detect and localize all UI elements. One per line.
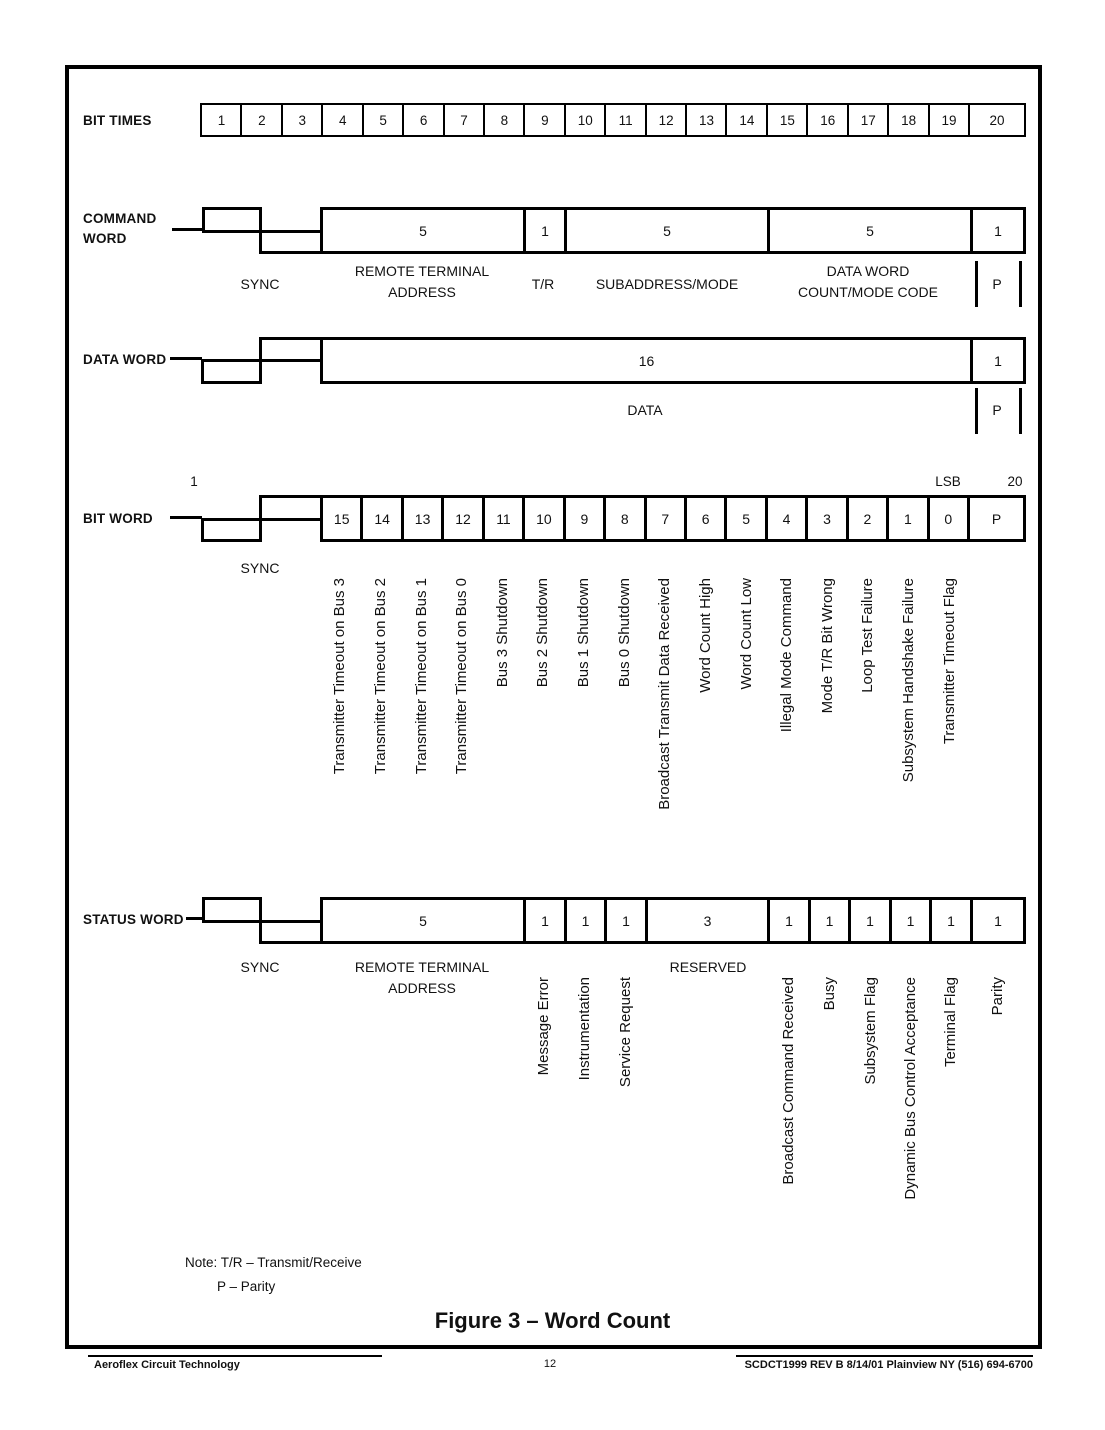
status-field-cell: 1 <box>604 897 648 944</box>
status-bit-label-subsystem-flag: Subsystem Flag <box>862 977 879 1085</box>
bit-word-bit-label-slot <box>808 578 849 810</box>
status-field-cell: 1 <box>767 897 811 944</box>
bit-word-bit-label-slot <box>726 578 767 810</box>
command-rta-line2: ADDRESS <box>388 284 456 300</box>
bit-word-bit-label: Transmitter Timeout on Bus 0 <box>453 578 471 775</box>
status-reserved-caption: RESERVED <box>669 959 747 975</box>
bit-word-cell: 7 <box>644 495 687 542</box>
command-field-cell: 5 <box>767 207 973 254</box>
status-word-label: STATUS WORD <box>83 912 184 927</box>
data-parity-cell: 1 <box>970 337 1026 384</box>
bit-word-bit-label-slot <box>686 578 727 810</box>
bit-word-bit-label-slot <box>361 578 402 810</box>
bit-word-bit-label-slot <box>523 578 564 810</box>
bit-word-bit-label: Transmitter Timeout on Bus 2 <box>371 578 389 775</box>
data-word-row <box>320 337 1026 384</box>
bit-times-cell: 14 <box>725 103 768 137</box>
bit-word-bit-label: Transmitter Timeout Flag <box>940 578 958 745</box>
command-word-row <box>320 207 1026 254</box>
bit-times-label: BIT TIMES <box>83 113 152 128</box>
bit-word-sync-high-segment <box>259 495 323 521</box>
bit-word-bit-label: Broadcast Transmit Data Received <box>656 578 674 810</box>
bit-word-sync-low-segment <box>201 518 262 542</box>
bit-times-cell: 1 <box>200 103 243 137</box>
bit-times-cell: 12 <box>645 103 688 137</box>
bit-word-cell: 13 <box>401 495 444 542</box>
command-field-cell: 5 <box>320 207 526 254</box>
bit-times-cell: 18 <box>887 103 930 137</box>
command-subaddress-caption: SUBADDRESS/MODE <box>595 276 739 292</box>
data-sync-low-segment <box>201 359 262 384</box>
status-field-cell: 3 <box>645 897 770 944</box>
bit-times-cell: 5 <box>362 103 405 137</box>
status-bit-label-dynamic-bus-control-acceptance: Dynamic Bus Control Acceptance <box>902 977 919 1200</box>
status-field-cell: 5 <box>320 897 526 944</box>
command-sync-high-segment <box>202 207 262 233</box>
bit-word-lsb-marker: LSB <box>935 474 961 489</box>
status-field-cell: 1 <box>929 897 973 944</box>
command-sync-low-segment <box>259 230 323 254</box>
command-dwc-line1: DATA WORD <box>826 263 910 279</box>
bit-word-bit-label-slot <box>401 578 442 810</box>
bit-word-bit-label: Transmitter Timeout on Bus 1 <box>412 578 430 775</box>
bit-word-bit-label: Transmitter Timeout on Bus 3 <box>331 578 349 775</box>
command-sync-caption: SYNC <box>240 276 280 292</box>
bit-word-cell: 11 <box>482 495 525 542</box>
bit-times-cell: 6 <box>402 103 445 137</box>
command-parity-tick-right <box>1019 261 1022 307</box>
bit-times-cell: 3 <box>281 103 324 137</box>
status-field-cell: 1 <box>808 897 851 944</box>
bit-times-cell: 20 <box>968 103 1026 137</box>
bit-word-cell: 15 <box>320 495 363 542</box>
note-line2: P – Parity <box>217 1279 276 1294</box>
status-rta-line2: ADDRESS <box>388 980 456 996</box>
bit-times-row <box>200 103 1026 137</box>
command-dwc-line2: COUNT/MODE CODE <box>798 284 938 300</box>
bit-word-cell: 2 <box>846 495 889 542</box>
bit-times-cell: 17 <box>847 103 890 137</box>
command-field-cell: 1 <box>970 207 1026 254</box>
status-field-cell: 1 <box>564 897 607 944</box>
bit-word-bit-label: Bus 2 Shutdown <box>534 578 552 688</box>
bit-word-cell: 9 <box>563 495 606 542</box>
bit-word-bit-label-slot <box>889 578 930 810</box>
bit-word-label: BIT WORD <box>83 511 153 526</box>
bit-times-cell: 16 <box>806 103 849 137</box>
data-word-label: DATA WORD <box>83 352 167 367</box>
bit-word-bit-label: Bus 0 Shutdown <box>615 578 633 688</box>
bit-word-bit-label: Illegal Mode Command <box>778 578 796 733</box>
data-connector-line <box>170 357 202 360</box>
bit-times-cell: 7 <box>443 103 486 137</box>
bit-word-connector-line <box>170 516 202 519</box>
bit-word-bit-labels-row <box>320 578 970 810</box>
bit-word-start-marker: 1 <box>190 474 198 489</box>
bit-word-cell: 5 <box>724 495 767 542</box>
bit-word-cell: 1 <box>886 495 929 542</box>
command-rta-line1: REMOTE TERMINAL <box>354 263 490 279</box>
footer-company: Aeroflex Circuit Technology <box>94 1359 240 1371</box>
bit-word-sync-caption: SYNC <box>240 560 280 576</box>
bit-times-cell: 4 <box>321 103 364 137</box>
status-bit-label-parity: Parity <box>989 977 1006 1016</box>
command-connector-line <box>172 228 203 231</box>
status-bit-label-busy: Busy <box>821 977 838 1011</box>
bit-word-bit-label: Bus 3 Shutdown <box>493 578 511 688</box>
bit-word-cell: 10 <box>522 495 565 542</box>
bit-times-cell: 15 <box>766 103 809 137</box>
bit-word-end-marker: 20 <box>1007 474 1023 489</box>
note-line1: Note: T/R – Transmit/Receive <box>185 1255 362 1270</box>
bit-word-bit-label: Loop Test Failure <box>859 578 877 693</box>
command-word-label <box>83 209 156 249</box>
status-field-cell: 1 <box>970 897 1026 944</box>
bit-word-cell: 8 <box>603 495 646 542</box>
command-field-cell: 5 <box>564 207 770 254</box>
command-tr-caption: T/R <box>531 276 555 292</box>
bit-word-bit-label-slot <box>767 578 808 810</box>
bit-times-cell: 13 <box>685 103 728 137</box>
bit-word-cell: 6 <box>684 495 727 542</box>
status-field-cell: 1 <box>523 897 567 944</box>
data-sync-high-segment <box>259 337 323 362</box>
bit-times-cell: 19 <box>928 103 971 137</box>
status-bit-label-service-request: Service Request <box>617 977 634 1088</box>
status-bit-label-message-error: Message Error <box>535 977 552 1076</box>
bit-word-bit-label: Word Count Low <box>737 578 755 690</box>
command-word-label-line1: COMMAND <box>83 211 157 226</box>
bit-word-cell: 14 <box>360 495 403 542</box>
data-parity-caption: P <box>992 402 1002 418</box>
bit-times-cell: 9 <box>523 103 566 137</box>
bit-times-cell: 8 <box>483 103 526 137</box>
bit-word-bit-label-slot <box>848 578 889 810</box>
status-connector-line <box>186 917 202 920</box>
bit-word-row <box>320 495 1026 542</box>
bit-word-cell: 4 <box>765 495 808 542</box>
status-field-cell: 1 <box>848 897 892 944</box>
data-caption: DATA <box>627 402 663 418</box>
bit-word-cell: 0 <box>927 495 970 542</box>
figure-caption: Figure 3 – Word Count <box>434 1308 671 1333</box>
status-bit-label-broadcast-command-received: Broadcast Command Received <box>780 977 797 1185</box>
bit-word-bit-label: Mode T/R Bit Wrong <box>818 578 836 714</box>
bit-word-cell: 12 <box>441 495 484 542</box>
bit-word-bit-label-slot <box>929 578 970 810</box>
footer-right-rule <box>736 1355 1033 1357</box>
command-word-label-line2: WORD <box>83 231 127 246</box>
data-parity-tick-right <box>1019 388 1022 434</box>
bit-word-cell: 3 <box>805 495 848 542</box>
status-bit-label-terminal-flag: Terminal Flag <box>942 977 959 1068</box>
footer-left-rule <box>88 1355 382 1357</box>
command-rta-caption <box>322 261 522 303</box>
data-bits-cell: 16 <box>320 337 973 384</box>
bit-word-bit-label-slot <box>320 578 361 810</box>
status-sync-high-segment <box>202 897 262 923</box>
bit-word-bit-label: Bus 1 Shutdown <box>575 578 593 688</box>
bit-word-bit-label: Word Count High <box>696 578 714 693</box>
bit-times-cell: 2 <box>240 103 283 137</box>
footer-doc-info: SCDCT1999 REV B 8/14/01 Plainview NY (516) 694-6700 <box>744 1359 1033 1371</box>
command-field-cell: 1 <box>523 207 567 254</box>
bit-word-bit-label-slot <box>483 578 524 810</box>
status-bit-label-instrumentation: Instrumentation <box>576 977 593 1081</box>
status-word-row <box>320 897 1026 944</box>
status-sync-caption: SYNC <box>240 959 280 975</box>
bit-word-cell: P <box>967 495 1026 542</box>
bit-times-cell: 11 <box>604 103 647 137</box>
status-sync-low-segment <box>259 920 323 944</box>
bit-word-bit-label-slot <box>645 578 686 810</box>
footer-page-number: 12 <box>543 1358 557 1370</box>
status-rta-line1: REMOTE TERMINAL <box>354 959 490 975</box>
command-parity-caption: P <box>992 276 1002 292</box>
bit-word-bit-label: Subsystem Handshake Failure <box>900 578 918 783</box>
bit-word-bit-label-slot <box>604 578 645 810</box>
command-dwc-caption <box>768 261 968 303</box>
bit-word-bit-label-slot <box>564 578 605 810</box>
status-field-cell: 1 <box>889 897 932 944</box>
bit-times-cell: 10 <box>564 103 607 137</box>
status-rta-caption <box>322 957 522 999</box>
bit-word-bit-label-slot <box>442 578 483 810</box>
